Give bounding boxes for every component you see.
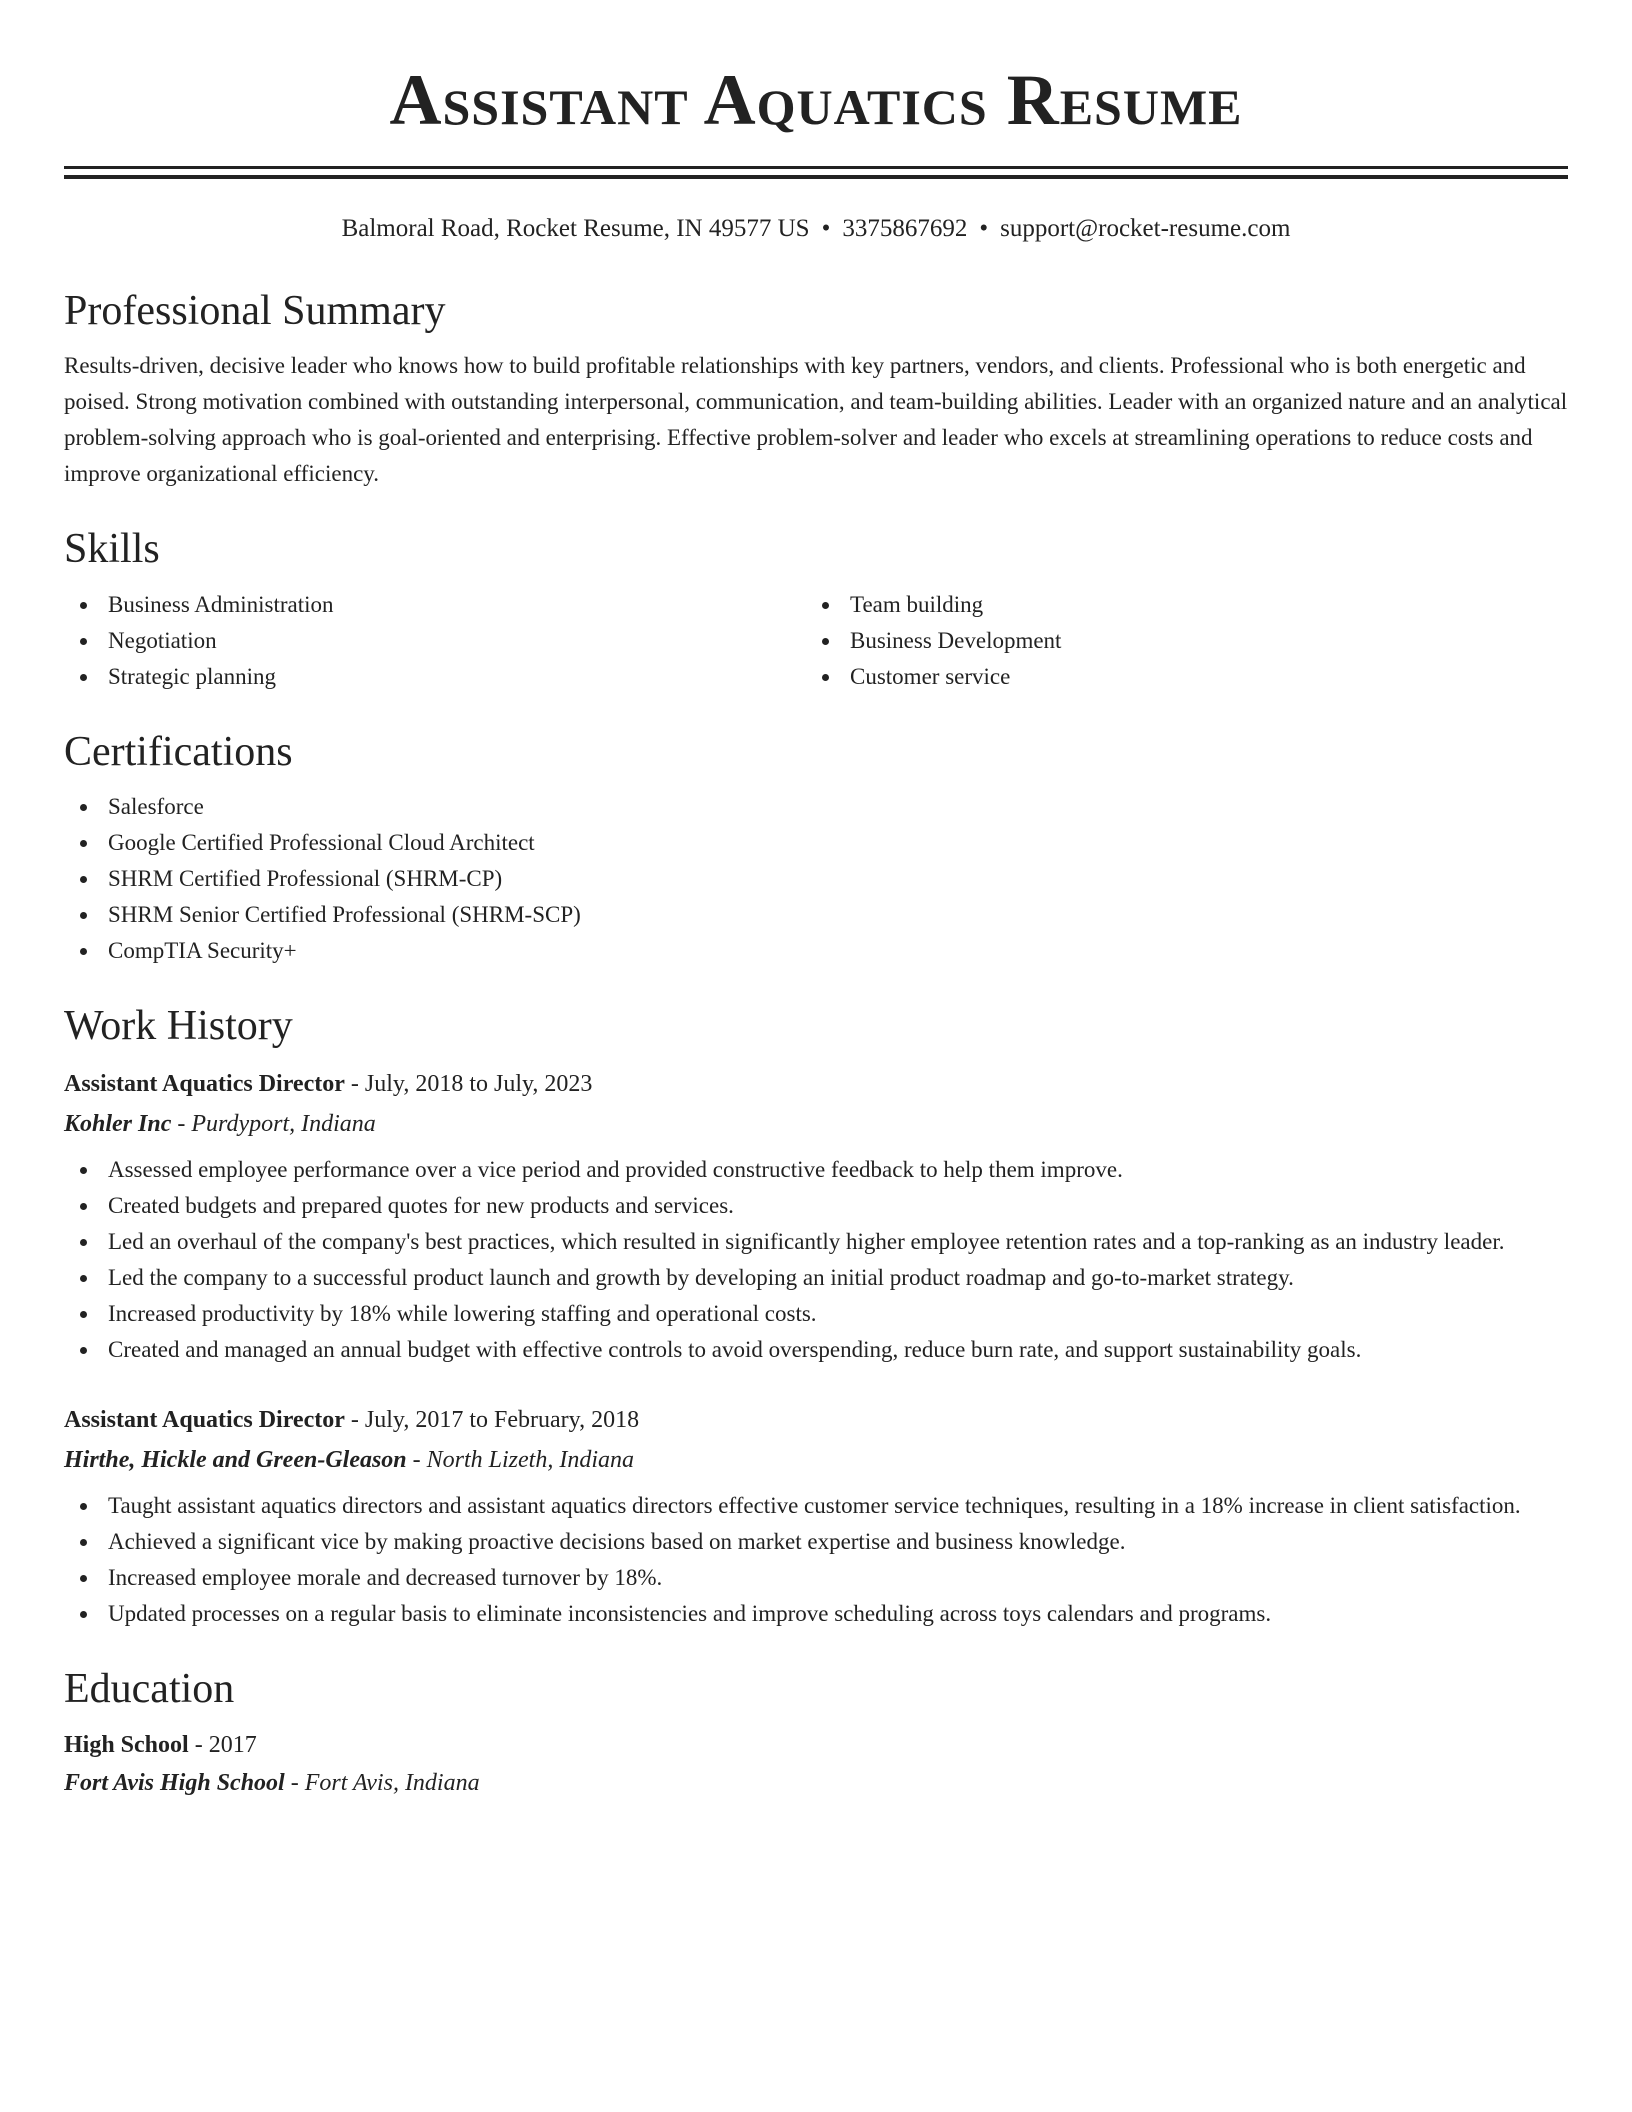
certifications-list: [64, 789, 1568, 969]
skills-list-left: [64, 587, 806, 695]
education-location: - Fort Avis, Indiana: [284, 1769, 480, 1796]
job-dates: - July, 2018 to July, 2023: [344, 1070, 593, 1097]
certification-item: CompTIA Security+: [64, 933, 1568, 969]
certifications-heading: Certifications: [64, 728, 293, 775]
job-bullet: Increased productivity by 18% while lowering staffing and operational costs.: [64, 1296, 1568, 1332]
skills-columns: [64, 587, 1568, 695]
contact-phone: 3375867692: [842, 215, 968, 242]
certification-item: SHRM Senior Certified Professional (SHRM-SCP): [64, 897, 1568, 933]
job-title: Assistant Aquatics Director: [64, 1406, 345, 1433]
job-bullets: [64, 1488, 1568, 1632]
skill-item: Strategic planning: [64, 659, 806, 695]
job-header: [64, 1400, 1568, 1440]
certification-item: Google Certified Professional Cloud Architect: [64, 825, 1568, 861]
skill-item: Team building: [806, 587, 1548, 623]
summary-heading: Professional Summary: [64, 288, 446, 334]
job-title: Assistant Aquatics Director: [64, 1070, 345, 1097]
skill-item: Business Development: [806, 623, 1548, 659]
summary-section: [64, 286, 1568, 492]
job-employer: [64, 1104, 1568, 1144]
contact-separator: •: [979, 215, 989, 242]
education-section: [64, 1664, 1568, 1802]
certification-item: SHRM Certified Professional (SHRM-CP): [64, 861, 1568, 897]
education-degree: High School: [64, 1731, 189, 1758]
job-bullet: Achieved a significant vice by making proactive decisions based on market expertise and business knowledge.: [64, 1524, 1568, 1560]
skills-heading: Skills: [64, 526, 160, 573]
contact-address: Balmoral Road, Rocket Resume, IN 49577 US: [341, 215, 810, 242]
contact-separator: •: [821, 215, 831, 242]
job-entry: [64, 1400, 1568, 1632]
education-school-line: [64, 1764, 1568, 1802]
certification-item: Salesforce: [64, 789, 1568, 825]
job-header: [64, 1064, 1568, 1104]
job-entry: [64, 1064, 1568, 1368]
contact-email: support@rocket-resume.com: [1000, 215, 1291, 242]
job-company: Hirthe, Hickle and Green-Gleason: [64, 1446, 407, 1473]
job-dates: - July, 2017 to February, 2018: [344, 1406, 640, 1433]
job-location: - Purdyport, Indiana: [171, 1110, 376, 1137]
skill-item: Business Administration: [64, 587, 806, 623]
job-bullet: Updated processes on a regular basis to eliminate inconsistencies and improve scheduling across toys calendars and programs.: [64, 1596, 1568, 1632]
work-history-section: [64, 1001, 1568, 1631]
skill-item: Negotiation: [64, 623, 806, 659]
divider-line-top: [64, 166, 1568, 169]
resume-page: [64, 0, 1568, 1802]
job-bullets: [64, 1152, 1568, 1368]
title-divider: [64, 166, 1568, 178]
education-degree-line: [64, 1726, 1568, 1764]
divider-line-bottom: [64, 175, 1568, 179]
education-year: - 2017: [188, 1731, 257, 1758]
certifications-section: [64, 727, 1568, 969]
job-location: - North Lizeth, Indiana: [406, 1446, 634, 1473]
skills-list-right: [806, 587, 1548, 695]
job-bullet: Led the company to a successful product launch and growth by developing an initial product roadmap and go-to-market strategy.: [64, 1260, 1568, 1296]
job-bullet: Created and managed an annual budget with effective controls to avoid overspending, reduce burn rate, and support sustainability goals.: [64, 1332, 1568, 1368]
job-bullet: Increased employee morale and decreased turnover by 18%.: [64, 1560, 1568, 1596]
skills-section: [64, 524, 1568, 694]
job-bullet: Created budgets and prepared quotes for new products and services.: [64, 1188, 1568, 1224]
job-bullet: Assessed employee performance over a vice period and provided constructive feedback to help them improve.: [64, 1152, 1568, 1188]
resume-title: Assistant Aquatics Resume: [389, 60, 1243, 140]
job-company: Kohler Inc: [64, 1110, 172, 1137]
job-employer: [64, 1440, 1568, 1480]
job-bullet: Led an overhaul of the company's best practices, which resulted in significantly higher employee retention rates and a top-ranking as an industry leader.: [64, 1224, 1568, 1260]
education-heading: Education: [64, 1665, 235, 1712]
summary-text: Results-driven, decisive leader who knows how to build profitable relationships with key partners, vendors, and clients. Professional who is both energetic and poised. Strong motivation combined with outstanding interpersonal, communication, and team-building abilities. Leader with an organized nature and an analytical problem-solving approach who is goal-oriented and enterprising. Effective problem-solver and leader who excels at streamlining operations to reduce costs and improve organizational efficiency.: [64, 353, 1568, 487]
job-bullet: Taught assistant aquatics directors and assistant aquatics directors effective customer service techniques, resulting in a 18% increase in client satisfaction.: [64, 1488, 1568, 1524]
contact-line: [64, 214, 1568, 254]
education-school: Fort Avis High School: [64, 1769, 285, 1796]
work-history-heading: Work History: [64, 1003, 293, 1050]
skill-item: Customer service: [806, 659, 1548, 695]
